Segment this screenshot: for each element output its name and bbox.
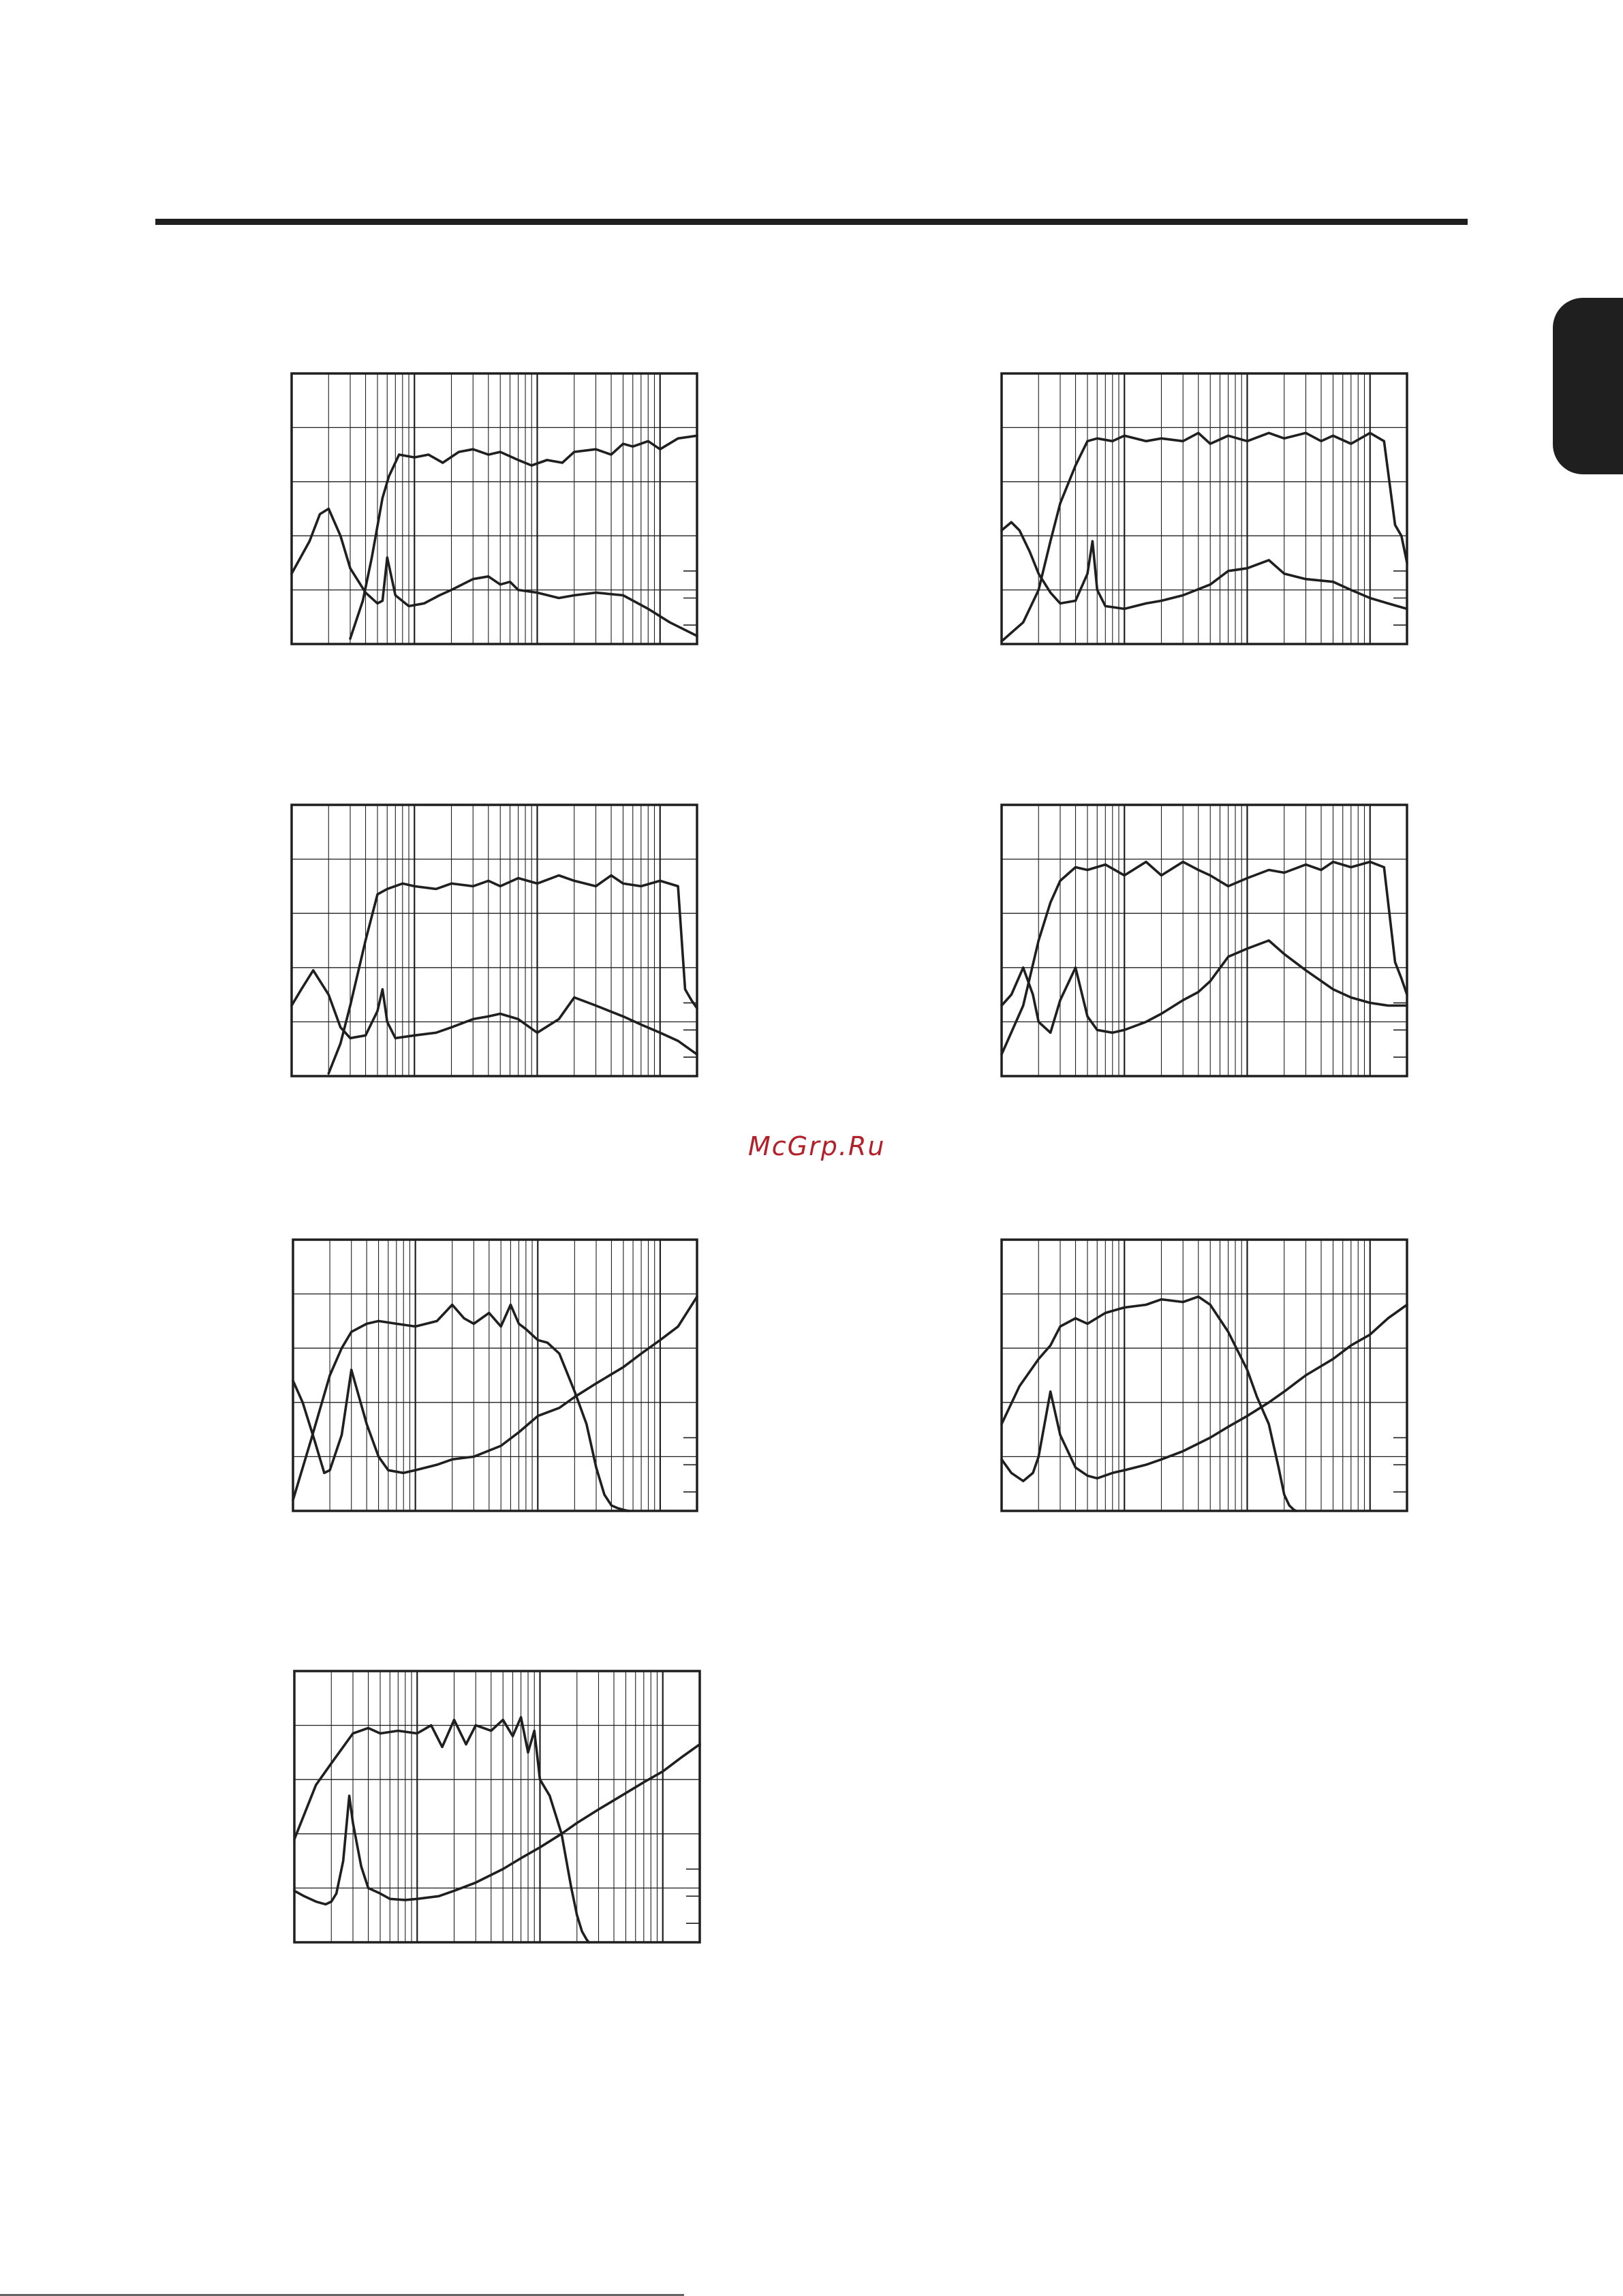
side-tab bbox=[1553, 298, 1623, 474]
series-response bbox=[294, 1717, 589, 1942]
watermark: McGrp.Ru bbox=[748, 1131, 886, 1161]
series-response bbox=[1002, 862, 1407, 1055]
series-impedance bbox=[294, 1745, 700, 1905]
series-response bbox=[1002, 1297, 1296, 1511]
series-impedance bbox=[292, 970, 697, 1054]
plot-frame bbox=[294, 1671, 700, 1942]
top-rule bbox=[155, 219, 1468, 225]
series-impedance bbox=[1002, 1305, 1407, 1482]
series-response bbox=[293, 1305, 628, 1512]
chart-1 bbox=[292, 373, 697, 644]
chart-4 bbox=[1002, 805, 1407, 1076]
series-impedance bbox=[1002, 522, 1407, 609]
chart-7 bbox=[294, 1671, 700, 1942]
series-impedance bbox=[1002, 940, 1407, 1032]
series-impedance bbox=[292, 509, 697, 637]
chart-2 bbox=[1002, 373, 1407, 644]
series-impedance bbox=[293, 1297, 697, 1473]
plot-frame bbox=[1002, 1240, 1407, 1511]
chart-6 bbox=[1002, 1240, 1407, 1511]
series-response bbox=[328, 876, 697, 1074]
plot-frame bbox=[1002, 805, 1407, 1076]
chart-5 bbox=[293, 1240, 697, 1511]
plot-frame bbox=[292, 805, 697, 1076]
series-response bbox=[1002, 433, 1407, 641]
chart-3 bbox=[292, 805, 697, 1076]
